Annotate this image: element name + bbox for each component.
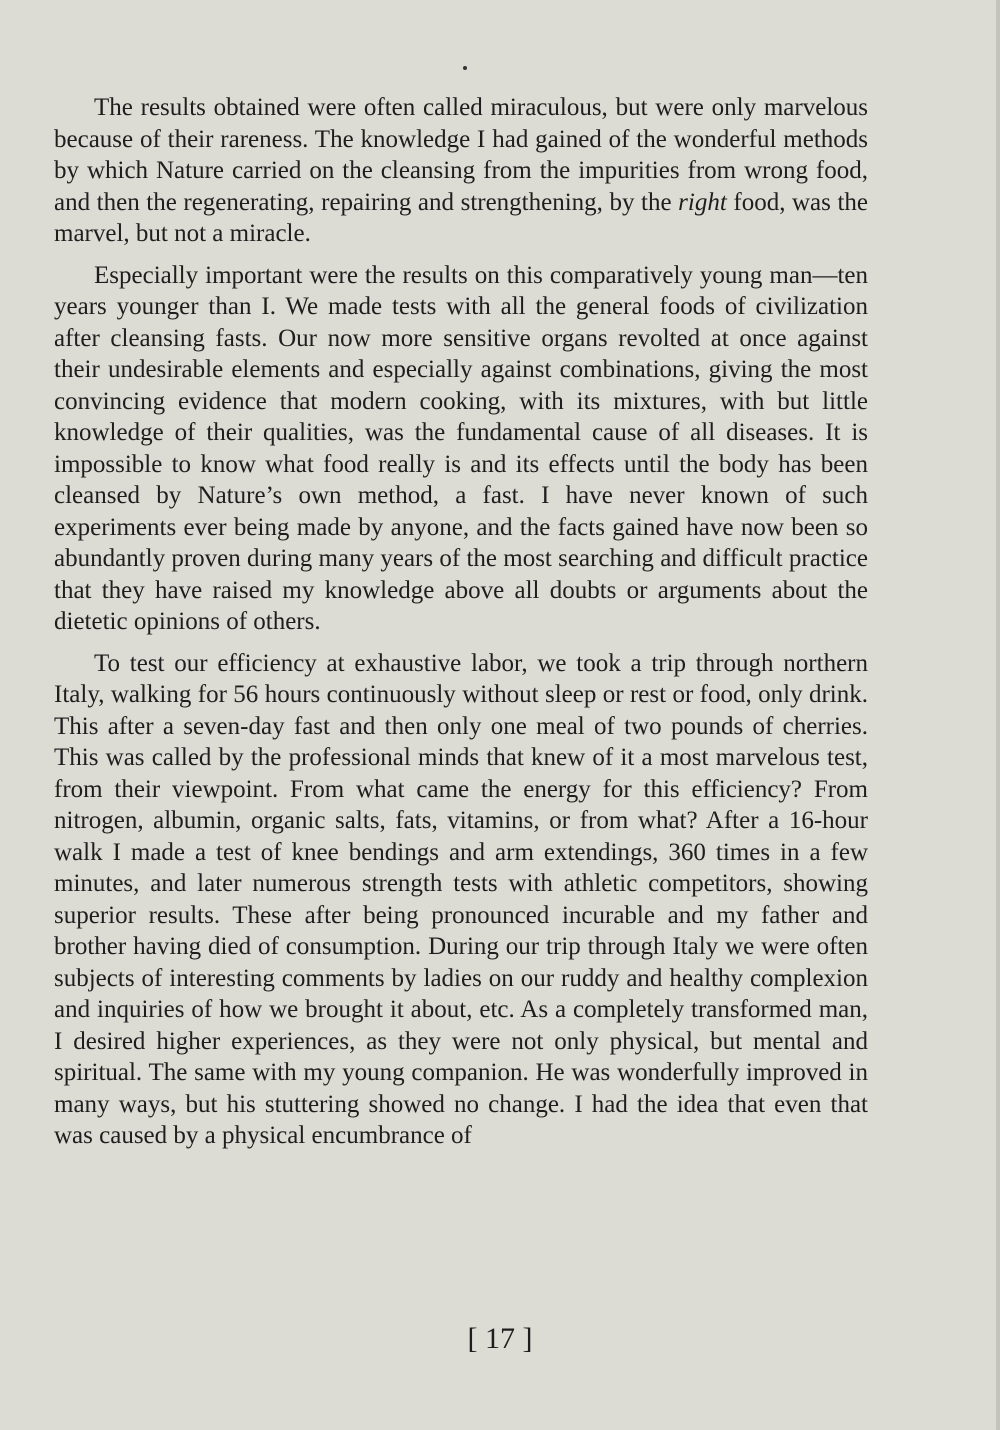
paragraph-3: To test our efficiency at exhaustive labor, we took a trip through northern Italy, walking for 56 hours continuously without sleep or rest or food, only drink. This after a seven-day fast and then only one meal of two pounds of cherries. This was called by the professional minds that knew of it a most marvelous test, from their viewpoint. From what came the energy for this efficiency? From nitrogen, albumin, organic salts, fats, vitamins, or from what? After a 16-hour walk I made a test of knee bendings and arm extendings, 360 times in a few minutes, and later numerous strength tests with athletic competitors, showing superior results. These after being pronounced incurable and my father and brother having died of consumption. During our trip through Italy we were often subjects of interesting comments by ladies on our ruddy and healthy complexion and inquiries of how we brought it about, etc. As a completely transformed man, I desired higher experiences, as they were not only physical, but mental and spiritual. The same with my young companion. He was wonderfully improved in many ways, but his stuttering showed no change. I had the idea that even that was caused by a physical encumbrance of <box>54 649 868 1149</box>
paragraph-2: Especially important were the results on this comparatively young man—ten years younger than I. We made tests with all the general foods of civilization after cleansing fasts. Our now more sensitive organs revolted at once against their undesirable elements and especially against combinations, giving the most convincing evidence that modern cooking, with its mixtures, with but little knowledge of their qualities, was the fundamental cause of all diseases. It is impossible to know what food really is and its effects until the body has been cleansed by Nature’s own method, a fast. I have never known of such experiments ever being made by anyone, and the facts gained have now been so abundantly proven during many years of the most searching and difficult practice that they have raised my knowledge above all doubts or arguments about the dietetic opinions of others. <box>54 261 868 635</box>
paragraph-1-italic: right <box>678 188 727 216</box>
paragraph-1-after: food, was the marvel, but not a miracle. <box>54 188 868 247</box>
page-edge <box>996 0 1000 1430</box>
paragraph-1-before: The results obtained were often called miraculous, but were only marvelous because of their rareness. The knowledge I had gained of the wonderful methods by which Nature carried on the cleansing from the impurities from wrong food, and then the regenerating, repairing and strengthening, by the <box>54 94 868 216</box>
paragraph-1 <box>54 92 868 250</box>
body-text <box>54 92 868 1162</box>
page-number: [ 17 ] <box>467 1322 533 1355</box>
top-dot-mark <box>463 66 467 70</box>
